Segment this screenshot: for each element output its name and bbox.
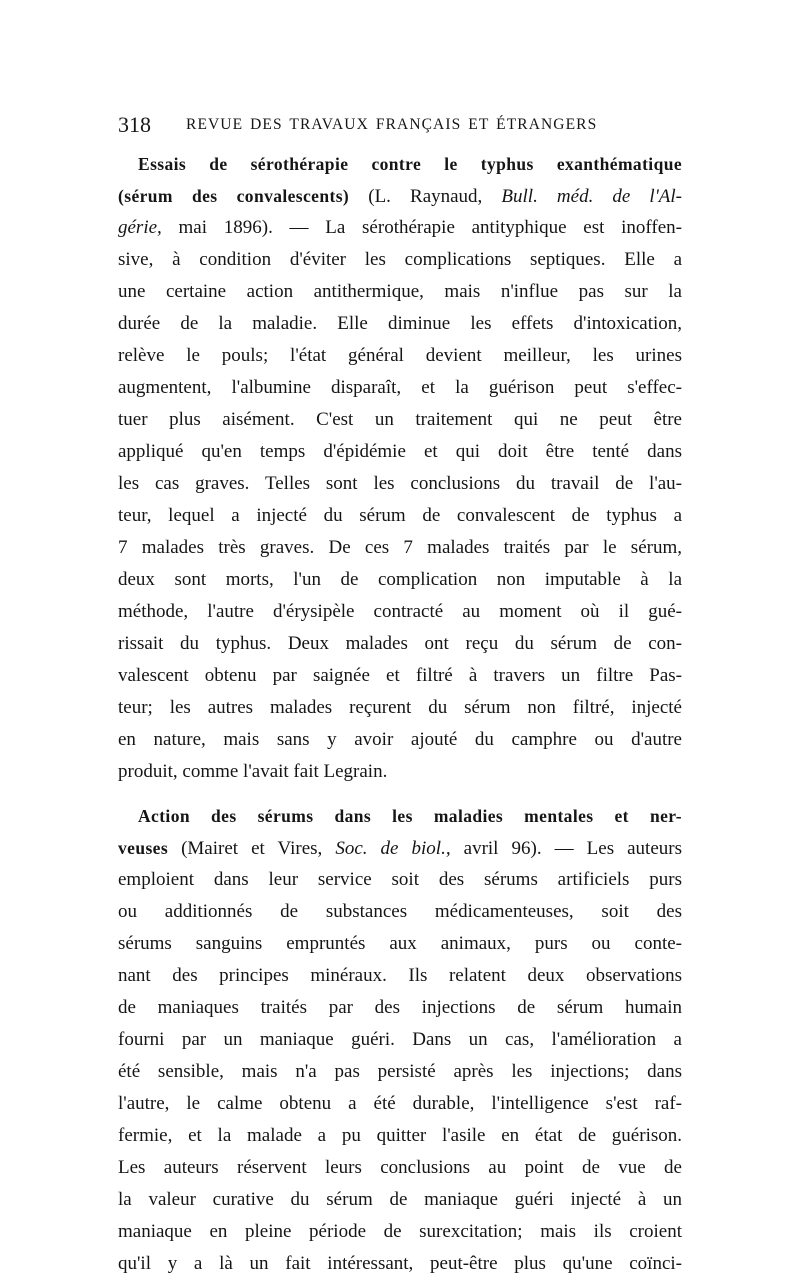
text-line: appliqué qu'en temps d'épidémie et qui doit être tenté dans [118, 441, 682, 462]
text-line: été sensible, mais n'a pas persisté après les injections; dans [118, 1061, 682, 1082]
article-line [118, 832, 682, 864]
text-line: en nature, mais sans y avoir ajouté du camphre ou d'autre [118, 729, 682, 750]
text-line: teur; les autres malades reçurent du sérum non filtré, injecté [118, 697, 682, 718]
article-serums-maladies-mentales [118, 800, 682, 1280]
journal-name-cont: gérie, [118, 217, 162, 238]
text-line: les cas graves. Telles sont les conclusions du travail de l'au- [118, 473, 682, 494]
text-line: Les auteurs réservent leurs conclusions au point de vue de [118, 1157, 682, 1178]
running-head: REVUE DES TRAVAUX FRANÇAIS ET ÉTRANGERS [186, 116, 598, 133]
citation-text: (L. Raynaud, [349, 186, 502, 207]
text-line: durée de la maladie. Elle diminue les effets d'intoxication, [118, 313, 682, 334]
book-page [118, 112, 682, 1280]
text-line: 7 malades très graves. De ces 7 malades traités par le sérum, [118, 537, 682, 558]
page-number: 318 [118, 112, 151, 137]
text-line: fourni par un maniaque guéri. Dans un cas, l'amélioration a [118, 1029, 682, 1050]
citation-text: mai 1896). — La sérothérapie antityphique est inoffen- [161, 217, 682, 238]
text-line: méthode, l'autre d'érysipèle contracté au moment où il gué- [118, 601, 682, 622]
article-title: Action des sérums dans les maladies mentales et ner- [138, 806, 682, 826]
text-line: une certaine action antithermique, mais n'influe pas sur la [118, 281, 682, 302]
citation-text: avril 96). — Les auteurs [450, 838, 682, 859]
article-separator [118, 788, 682, 800]
article-title-cont: veuses [118, 838, 169, 858]
text-line: de maniaques traités par des injections de sérum humain [118, 997, 682, 1018]
text-line: rissait du typhus. Deux malades ont reçu du sérum de con- [118, 633, 682, 654]
text-line: la valeur curative du sérum de maniaque guéri injecté à un [118, 1189, 682, 1210]
text-line: nant des principes minéraux. Ils relatent deux observations [118, 965, 682, 986]
text-line: ou additionnés de substances médicamenteuses, soit des [118, 901, 682, 922]
citation-text: (Mairet et Vires, [168, 838, 336, 859]
article-line [118, 212, 682, 244]
text-line: sive, à condition d'éviter les complications septiques. Elle a [118, 249, 682, 270]
article-title: Essais de sérothérapie contre le typhus exanthématique [138, 154, 682, 174]
text-line: fermie, et la malade a pu quitter l'asile en état de guérison. [118, 1125, 682, 1146]
text-line: qu'il y a là un fait intéressant, peut-être plus qu'une coïnci- [118, 1253, 682, 1274]
text-line: valescent obtenu par saignée et filtré à travers un filtre Pas- [118, 665, 682, 686]
text-line: sérums sanguins empruntés aux animaux, purs ou conte- [118, 933, 682, 954]
article-line [118, 180, 682, 212]
text-line: produit, comme l'avait fait Legrain. [118, 761, 388, 782]
text-line: deux sont morts, l'un de complication non imputable à la [118, 569, 682, 590]
page-header [118, 112, 682, 142]
text-line: emploient dans leur service soit des sérums artificiels purs [118, 869, 682, 890]
article-title-cont: (sérum des convalescents) [118, 186, 350, 206]
journal-name: Soc. de biol., [335, 838, 451, 859]
text-line: tuer plus aisément. C'est un traitement qui ne peut être [118, 409, 682, 430]
journal-name: Bull. méd. de l'Al- [501, 186, 682, 207]
text-line: augmentent, l'albumine disparaît, et la guérison peut s'effec- [118, 377, 682, 398]
text-line: l'autre, le calme obtenu a été durable, l'intelligence s'est raf- [118, 1093, 682, 1114]
text-line: teur, lequel a injecté du sérum de convalescent de typhus a [118, 505, 682, 526]
text-line: relève le pouls; l'état général devient meilleur, les urines [118, 345, 682, 366]
article-serotherapie-typhus [118, 148, 682, 788]
text-line: maniaque en pleine période de surexcitation; mais ils croient [118, 1221, 682, 1242]
